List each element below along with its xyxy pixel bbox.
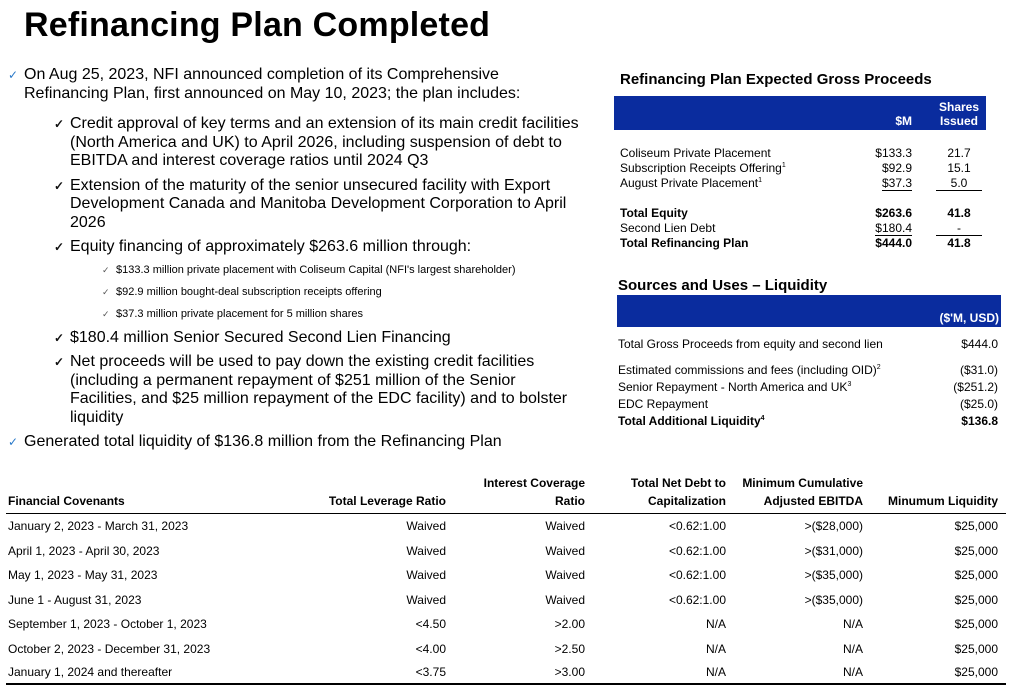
cell-liquidity: $25,000: [954, 592, 998, 607]
refinancing-table-body: [620, 146, 986, 251]
footnote-marker: 2: [876, 364, 881, 371]
cell-ebitda: >($35,000): [804, 568, 863, 582]
page-title: Refinancing Plan Completed: [24, 6, 491, 44]
col-header-liquidity: Minumum Liquidity: [888, 494, 998, 508]
cell-leverage: Waived: [406, 543, 446, 558]
table-row: Estimated commissions and fees (including OID)$^2$ ($31.0): [618, 363, 998, 377]
col-header-covenants: Financial Covenants: [8, 494, 125, 508]
cell-net-debt: <0.62:1.00: [668, 568, 726, 582]
bullet-check-icon: ✓: [54, 240, 65, 254]
sources-uses-title: Sources and Uses – Liquidity: [618, 277, 828, 294]
table-row: Senior Repayment - North America and $UK^3$ ($251.2): [618, 380, 998, 394]
col-header-m: $M: [895, 114, 912, 128]
cell-net-debt: N/A: [705, 617, 726, 631]
cell-leverage: <3.75: [415, 665, 446, 679]
col-header-leverage: Total Leverage Ratio: [328, 494, 446, 508]
table-row: [6, 612, 1006, 637]
cell-leverage: <4.00: [415, 641, 446, 656]
cell-ebitda: >($28,000): [804, 519, 863, 533]
bullet-credit: ✓ Credit approval of key terms and an extension of its main credit facilities (North America and UK) to April 2026, including suspension of debt to EBITDA and interest coverage ratios until 2024 Q3: [54, 115, 579, 169]
col-header-net-debt: Total Net Debt to Capitalization: [630, 476, 726, 508]
footnote-marker: 1: [758, 177, 762, 184]
bullet-liquidity: ✓ Generated total liquidity of $136.8 million from the Refinancing Plan: [8, 433, 502, 450]
bullet-list: [6, 66, 586, 458]
refinancing-table-title: Refinancing Plan Expected Gross Proceeds: [620, 71, 932, 88]
bullet-check-icon: ✓: [102, 308, 110, 319]
cell-interest: >2.50: [554, 641, 585, 656]
total-equity-row: Total Equity $263.6 41.8: [620, 206, 971, 220]
second-lien-row: Second Lien Debt $180.4 -: [620, 221, 986, 236]
cell-leverage: Waived: [406, 519, 446, 533]
cell-liquidity: $25,000: [954, 543, 998, 558]
col-header-interest: Interest Coverage Ratio: [483, 476, 585, 508]
cell-interest: Waived: [545, 592, 585, 607]
col-header-ebitda: Minimum Cumulative Adjusted EBITDA: [742, 476, 863, 508]
cell-period: January 1, 2024 and thereafter: [8, 665, 173, 679]
bullet-check-icon: ✓: [8, 435, 19, 449]
cell-ebitda: >($35,000): [804, 592, 863, 607]
cell-period: May 1, 2023 - May 31, 2023: [8, 568, 158, 582]
cell-interest: >2.00: [554, 617, 585, 631]
sub-bullet-coliseum: ✓ $133.3 million private placement with Coliseum Capital (NFI's largest shareholder): [102, 263, 516, 276]
footnote-marker: 3: [847, 381, 852, 388]
table-row: [6, 514, 1006, 539]
total-plan-row: Total Refinancing Plan $444.0 41.8: [620, 236, 971, 250]
total-liquidity-row: Total Additional Liquidity$^4$ $136.8: [618, 414, 998, 428]
bullet-check-icon: ✓: [102, 264, 110, 275]
gross-proceeds-row: Total Gross Proceeds from equity and second lien $444.0: [618, 337, 998, 351]
cell-ebitda: N/A: [842, 641, 863, 656]
cell-leverage: Waived: [406, 568, 446, 582]
bullet-check-icon: ✓: [54, 355, 65, 369]
covenants-body: [6, 514, 1006, 685]
footnote-marker: 4: [760, 415, 765, 422]
table-row: Coliseum Private Placement $133.3 21.7: [620, 146, 971, 160]
cell-period: June 1 - August 31, 2023: [8, 592, 142, 607]
bullet-equity: ✓ Equity financing of approximately $263.6 million through:: [54, 238, 472, 255]
cell-ebitda: >($31,000): [804, 543, 863, 558]
cell-liquidity: $25,000: [954, 519, 998, 533]
cell-interest: Waived: [545, 568, 585, 582]
covenants-table: [6, 473, 1006, 685]
bullet-second-lien: ✓ $180.4 million Senior Secured Second Lien Financing: [54, 328, 451, 346]
col-header-shares: Shares Issued: [938, 100, 980, 128]
cell-interest: Waived: [545, 543, 585, 558]
cell-period: January 2, 2023 - March 31, 2023: [8, 519, 189, 533]
bullet-intro: ✓ On Aug 25, 2023, NFI announced completion of its Comprehensive Refinancing Plan, first announced on May 10, 2023; the plan includes:: [8, 66, 521, 102]
cell-net-debt: N/A: [705, 641, 726, 656]
bullet-check-icon: ✓: [8, 68, 19, 82]
cell-liquidity: $25,000: [954, 617, 998, 631]
sources-uses-body: [618, 336, 1000, 430]
cell-ebitda: N/A: [842, 617, 863, 631]
table-row: [6, 539, 1006, 564]
table-row: August Private Placement$^1$ $37.3 5.0: [620, 176, 986, 191]
sources-uses-header: [617, 295, 1001, 327]
bullet-check-icon: ✓: [54, 330, 65, 345]
refinancing-table-header: [614, 96, 986, 130]
bullet-extension: ✓ Extension of the maturity of the senior unsecured facility with Export Development Canada and Manitoba Development Corporation to April 2026: [54, 176, 567, 231]
cell-period: September 1, 2023 - October 1, 2023: [8, 617, 207, 631]
cell-net-debt: N/A: [705, 665, 726, 679]
covenants-header: [6, 473, 1006, 514]
cell-net-debt: <0.62:1.00: [668, 519, 726, 533]
cell-liquidity: $25,000: [954, 641, 998, 656]
table-row: [6, 661, 1006, 685]
table-row: [6, 637, 1006, 662]
bullet-check-icon: ✓: [102, 286, 110, 297]
cell-net-debt: <0.62:1.00: [668, 543, 726, 558]
footnote-marker: 1: [781, 162, 786, 169]
unit-label: ($'M, USD): [939, 311, 999, 325]
bullet-proceeds: ✓ Net proceeds will be used to pay down the existing credit facilities (including a permanent repayment of $251 million of the Senior Facilities, and $25 million repayment of the EDC facility) and to bolster liquidity: [54, 353, 568, 426]
cell-interest: >3.00: [554, 665, 585, 679]
cell-net-debt: <0.62:1.00: [668, 592, 726, 607]
cell-leverage: Waived: [406, 592, 446, 607]
table-row: [6, 588, 1006, 613]
bullet-check-icon: ✓: [54, 117, 65, 131]
cell-liquidity: $25,000: [954, 568, 998, 582]
cell-interest: Waived: [545, 519, 585, 533]
table-row: EDC Repayment ($25.0): [618, 397, 998, 411]
sub-bullet-august: ✓ $37.3 million private placement for 5 million shares: [102, 307, 364, 320]
cell-period: October 2, 2023 - December 31, 2023: [8, 641, 211, 656]
table-row: [6, 563, 1006, 588]
table-row: Subscription Receipts Offering$^1$ $92.9 15.1: [620, 161, 971, 175]
cell-period: April 1, 2023 - April 30, 2023: [8, 543, 160, 558]
cell-leverage: <4.50: [415, 617, 446, 631]
bullet-check-icon: ✓: [54, 178, 65, 193]
cell-ebitda: N/A: [842, 665, 863, 679]
sub-bullet-subscription: ✓ $92.9 million bought-deal subscription receipts offering: [102, 285, 382, 298]
cell-liquidity: $25,000: [954, 665, 998, 679]
